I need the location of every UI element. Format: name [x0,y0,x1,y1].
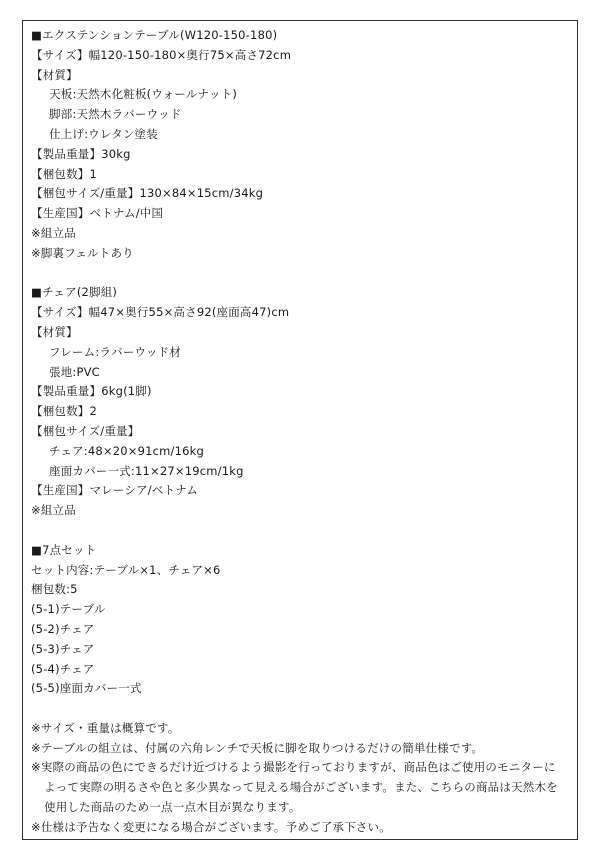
table-material-finish: 仕上げ:ウレタン塗装 [49,126,158,141]
chair-size: 【サイズ】幅47×奥行55×高さ92(座面高47)cm [31,305,290,320]
table-felt-note: ※脚裏フェルトあり [31,245,134,260]
chair-origin: 【生産国】マレーシア/ベトナム [31,483,199,498]
note-assembly: ※テーブルの組立は、付属の六角レンチで天板に脚を取りつけるだけの簡単仕様です。 [31,740,484,755]
chair-pack-cover: 座面カバー一式:11×27×19cm/1kg [49,463,244,478]
set-item: (5-3)チェア [31,641,95,656]
table-material-legs: 脚部:天然木ラバーウッド [49,107,182,122]
table-packages: 【梱包数】1 [31,166,98,181]
note-approx: ※サイズ・重量は概算です。 [31,720,180,735]
set-heading: ■7点セット [31,542,97,557]
section-gap [31,264,571,284]
section-gap [31,521,571,541]
set-item: (5-5)座面カバー一式 [31,681,142,696]
table-weight: 【製品重量】30kg [31,146,131,161]
chair-material-upholstery: 張地:PVC [49,364,100,379]
table-size: 【サイズ】幅120-150-180×奥行75×高さ72cm [31,47,292,62]
note-color-line1: ※実際の商品の色にできるだけ近づけるよう撮影を行っておりますが、商品色はご使用のモニターに [31,760,556,775]
set-item: (5-2)チェア [31,621,95,636]
spec-content [31,26,571,838]
table-heading: ■エクステンションテーブル(W120-150-180) [31,28,278,42]
note-spec-change: ※仕様は予告なく変更になる場合がございます。予めご了承下さい。 [31,819,391,834]
chair-assembly-note: ※組立品 [31,503,76,518]
chair-material-frame: フレーム:ラバーウッド材 [49,344,182,359]
chair-weight: 【製品重量】6kg(1脚) [31,384,152,399]
set-item: (5-4)チェア [31,661,95,676]
chair-material-label: 【材質】 [31,324,78,339]
chair-pack-label: 【梱包サイズ/重量】 [31,423,140,438]
table-material-top: 天板:天然木化粧板(ウォールナット) [49,87,238,102]
set-packages: 梱包数:5 [31,582,78,597]
note-color-line2: よって実際の明るさや色と多少異なって見える場合がございます。また、こちらの商品は天然木を [44,780,558,795]
section-gap [31,699,571,719]
table-assembly-note: ※組立品 [31,225,76,240]
table-material-label: 【材質】 [31,67,78,82]
table-origin: 【生産国】ベトナム/中国 [31,206,164,221]
table-pack-size: 【梱包サイズ/重量】130×84×15cm/34kg [31,186,264,201]
chair-heading: ■チェア(2脚組) [31,285,118,300]
set-item: (5-1)テーブル [31,602,106,617]
chair-packages: 【梱包数】2 [31,404,98,419]
chair-pack-chair: チェア:48×20×91cm/16kg [49,443,204,458]
note-color-line3: 使用した商品のため一点一点木目が異なります。 [44,800,301,815]
set-contents: セット内容:テーブル×1、チェア×6 [31,562,221,577]
